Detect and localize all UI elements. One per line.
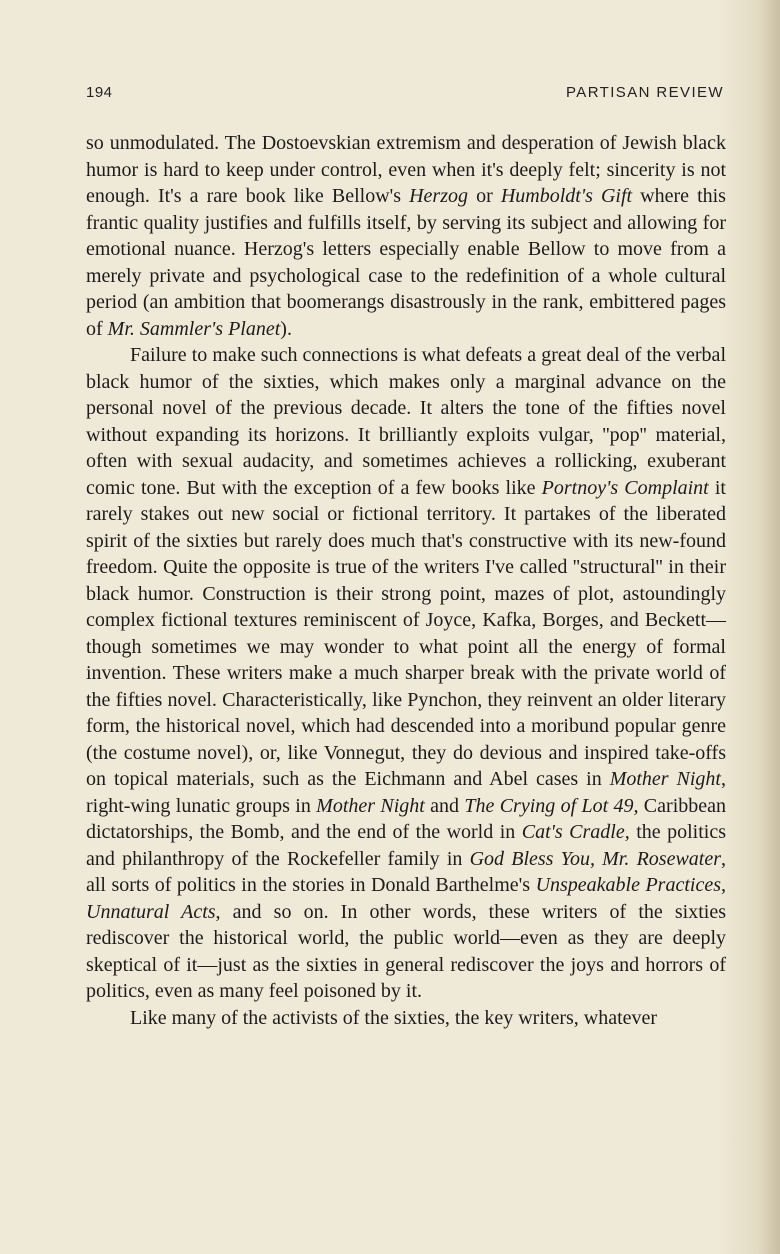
italic-title: Herzog — [409, 185, 468, 207]
paragraph — [86, 130, 726, 342]
italic-title: Cat's Cradle, — [521, 821, 630, 843]
text-run: , right-wing lunatic groups in — [86, 768, 726, 817]
text-run: or — [468, 185, 501, 207]
text-run: Failure to make such connections is what defeats a great deal of the verbal black humor of the sixties, which makes only a marginal advance on the personal novel of the previous decade. It alters the tone of the fifties novel without expanding its horizons. It brilliantly exploits vulgar, ''pop'' material, often with sexual audacity, and sometimes achieves a rollicking, exuberant comic tone. But with the exception of a few books like — [86, 344, 726, 499]
text-run: where this frantic quality justifies and fulfills itself, by serving its subject and allowing for emotional nuance. Herzog's letters especially enable Bellow to move from a merely private and psychological case to the redefinition of a whole cultural period (an ambition that boomerangs disastrously in the rank, embittered pages of — [86, 185, 726, 340]
text-run: and — [424, 794, 465, 817]
italic-title: Mr. Sammler's Planet — [107, 317, 281, 340]
text-run: it rarely stakes out new social or fictional territory. It partakes of the liberated spirit of the sixties but rarely does much that's constructive with its new-found freedom. Quite the opposite is true of the writers I've called ''structural'' in their black humor. Construction is their strong point, mazes of plot, astoundingly complex fictional textures reminiscent of Joyce, Kafka, Borges, and Beckett—though sometimes we may wonder to what point all the energy of formal invention. These writers make a much sharper break with the private world of the fifties novel. Characteristically, like Pynchon, they reinvent an older literary form, the historical novel, which had descended into a moribund popular genre (the costume novel), or, like Vonnegut, they do devious and inspired take-offs on topical materials, such as the Eichmann and Abel cases in — [86, 476, 726, 790]
text-run: the politics and philanthropy of the Rockefeller family in — [86, 821, 726, 870]
page-number: 194 — [86, 84, 113, 101]
text-run: Like many of the activists of the sixties, the key writers, whatever — [130, 1006, 658, 1029]
text-run: , all sorts of politics in the stories in Donald Barthelme's — [86, 847, 727, 896]
italic-title: God Bless You, Mr. Rosewater — [469, 847, 722, 870]
italic-title: Portnoy's Complaint — [541, 476, 709, 499]
italic-title: The Crying of Lot 49, — [464, 794, 639, 817]
paragraph — [86, 342, 726, 1005]
italic-title: Unspeakable Practices, Unnatural Acts — [86, 874, 726, 923]
text-run: ). — [280, 317, 292, 340]
italic-title: Humboldt's Gift — [500, 185, 633, 207]
text-run: so unmodulated. The Dostoevskian extremism and desperation of Jewish black humor is hard to keep under control, even when it's deeply felt; sincerity is not enough. It's a rare book like Bellow's — [86, 132, 726, 207]
italic-title: Mother Night — [316, 794, 425, 817]
text-run: , and so on. In other words, these writers of the sixties rediscover the historical world, the public world—even as they are deeply skeptical of it—just as the sixties in general rediscover the joys and horrors of politics, even as many feel poisoned by it. — [86, 900, 727, 1002]
italic-title: Mother Night — [609, 768, 721, 790]
paragraph — [86, 1005, 726, 1032]
running-header — [86, 84, 724, 108]
body-text — [86, 130, 726, 1031]
journal-title: PARTISAN REVIEW — [566, 84, 724, 101]
text-run: Caribbean dictatorships, the Bomb, and the end of the world in — [86, 794, 726, 843]
